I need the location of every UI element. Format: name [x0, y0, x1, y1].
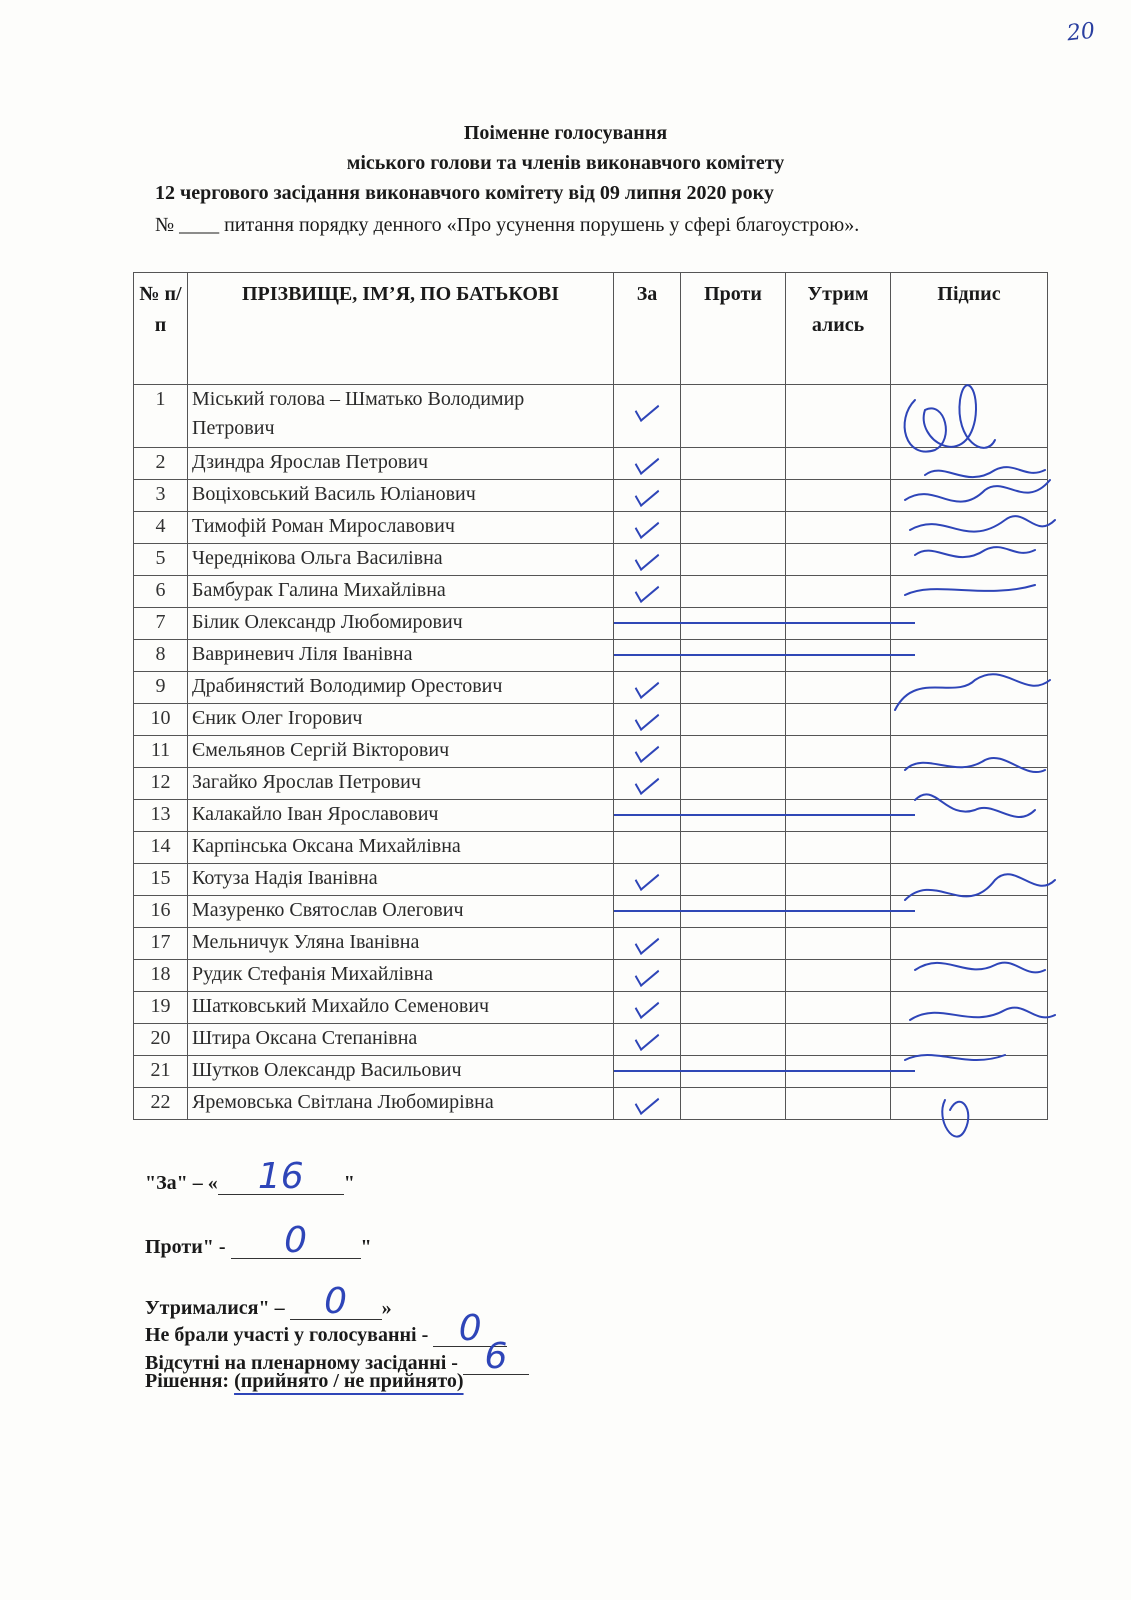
table-row — [134, 1024, 1048, 1056]
vote-against-cell — [681, 544, 786, 576]
tally-absent-value: 6 — [463, 1340, 529, 1375]
vote-for-cell — [614, 608, 681, 640]
checkmark-icon — [635, 449, 659, 475]
vote-abstain-cell — [786, 960, 891, 992]
table-row — [134, 704, 1048, 736]
tally-decision-label: Рішення: — [145, 1370, 235, 1392]
vote-against-cell — [681, 1024, 786, 1056]
table-row — [134, 864, 1048, 896]
vote-for-cell — [614, 704, 681, 736]
vote-abstain-cell — [786, 448, 891, 480]
signature-cell — [891, 512, 1048, 544]
voting-table — [133, 272, 1048, 1120]
table-row — [134, 992, 1048, 1024]
row-number: 15 — [134, 864, 188, 896]
row-number: 13 — [134, 800, 188, 832]
document-title — [0, 118, 1131, 208]
vote-for-cell — [614, 960, 681, 992]
absent-strike-line — [614, 654, 915, 656]
vote-for-cell — [614, 832, 681, 864]
title-line-3: 12 чергового засідання виконавчого комітету від 09 липня 2020 року — [155, 182, 774, 204]
member-name: Котуза Надія Іванівна — [188, 864, 614, 896]
table-row — [134, 768, 1048, 800]
vote-against-cell — [681, 736, 786, 768]
signature-cell — [891, 672, 1048, 704]
tally-decision-value: (прийнято / не прийнято) — [234, 1370, 464, 1392]
checkmark-icon — [635, 481, 659, 507]
checkmark-icon — [635, 513, 659, 539]
signature-cell — [891, 576, 1048, 608]
vote-against-cell — [681, 928, 786, 960]
tally-abstain-value: 0 — [290, 1285, 382, 1320]
table-row — [134, 608, 1048, 640]
tally-abstain-end: » — [381, 1297, 392, 1319]
title-line-1: Поіменне голосування — [463, 122, 668, 144]
absent-strike-line — [614, 814, 915, 816]
member-name: Череднікова Ольга Василівна — [188, 544, 614, 576]
member-name: Єник Олег Ігорович — [188, 704, 614, 736]
tally-against-label: Проти" - — [145, 1236, 231, 1258]
vote-against-cell — [681, 512, 786, 544]
vote-abstain-cell — [786, 672, 891, 704]
table-header-row — [134, 273, 1048, 385]
table-row — [134, 736, 1048, 768]
table-row — [134, 960, 1048, 992]
header-against: Проти — [681, 273, 786, 385]
row-number: 4 — [134, 512, 188, 544]
checkmark-icon — [635, 396, 659, 422]
page-number: 20 — [1065, 18, 1097, 47]
member-name: Шатковський Михайло Семенович — [188, 992, 614, 1024]
vote-against-cell — [681, 448, 786, 480]
signature-cell — [891, 385, 1048, 448]
header-abstain: Утрим ались — [786, 273, 891, 385]
signature-cell — [891, 832, 1048, 864]
table-row — [134, 1088, 1048, 1120]
member-name: Яремовська Світлана Любомирівна — [188, 1088, 614, 1120]
signature-cell — [891, 992, 1048, 1024]
vote-against-cell — [681, 576, 786, 608]
checkmark-icon — [635, 545, 659, 571]
vote-against-cell — [681, 832, 786, 864]
row-number: 7 — [134, 608, 188, 640]
row-number: 14 — [134, 832, 188, 864]
header-for: За — [614, 273, 681, 385]
vote-abstain-cell — [786, 736, 891, 768]
table-row — [134, 448, 1048, 480]
table-row — [134, 544, 1048, 576]
row-number: 5 — [134, 544, 188, 576]
row-number: 21 — [134, 1056, 188, 1088]
member-name: Мельничук Уляна Іванівна — [188, 928, 614, 960]
signature-cell — [891, 864, 1048, 896]
header-name: ПРІЗВИЩЕ, ІМ’Я, ПО БАТЬКОВІ — [188, 273, 614, 385]
vote-against-cell — [681, 992, 786, 1024]
tally-for — [145, 1156, 355, 1197]
row-number: 19 — [134, 992, 188, 1024]
checkmark-icon — [635, 1025, 659, 1051]
vote-for-cell — [614, 448, 681, 480]
vote-for-cell — [614, 480, 681, 512]
vote-abstain-cell — [786, 1088, 891, 1120]
table-row — [134, 672, 1048, 704]
row-number: 17 — [134, 928, 188, 960]
row-number: 3 — [134, 480, 188, 512]
checkmark-icon — [635, 673, 659, 699]
table-row — [134, 385, 1048, 448]
row-number: 6 — [134, 576, 188, 608]
vote-for-cell — [614, 672, 681, 704]
row-number: 10 — [134, 704, 188, 736]
title-line-2: міського голови та членів виконавчого комітету — [346, 152, 785, 174]
row-number: 8 — [134, 640, 188, 672]
vote-abstain-cell — [786, 928, 891, 960]
vote-abstain-cell — [786, 864, 891, 896]
checkmark-icon — [635, 1089, 659, 1115]
checkmark-icon — [635, 769, 659, 795]
row-number: 18 — [134, 960, 188, 992]
vote-for-cell — [614, 768, 681, 800]
checkmark-icon — [635, 705, 659, 731]
member-name: Рудик Стефанія Михайлівна — [188, 960, 614, 992]
table-row — [134, 928, 1048, 960]
tally-abstain-label: Утрималися" – — [145, 1297, 290, 1319]
member-name: Вавриневич Ліля Іванівна — [188, 640, 614, 672]
vote-abstain-cell — [786, 480, 891, 512]
vote-abstain-cell — [786, 544, 891, 576]
table-row — [134, 896, 1048, 928]
signature-cell — [891, 704, 1048, 736]
vote-for-cell — [614, 385, 681, 448]
vote-against-cell — [681, 704, 786, 736]
tally-no-part-label: Не брали участі у голосуванні - — [145, 1324, 434, 1346]
vote-against-cell — [681, 385, 786, 448]
vote-abstain-cell — [786, 832, 891, 864]
vote-for-cell — [614, 512, 681, 544]
row-number: 16 — [134, 896, 188, 928]
member-name: Міський голова – Шматько Володимир Петрович — [188, 385, 614, 448]
vote-for-cell — [614, 992, 681, 1024]
vote-abstain-cell — [786, 512, 891, 544]
vote-against-cell — [681, 768, 786, 800]
signature-cell — [891, 544, 1048, 576]
member-name: Шутков Олександр Васильович — [188, 1056, 614, 1088]
tally-for-value: 16 — [218, 1160, 344, 1195]
row-number: 1 — [134, 385, 188, 448]
member-name: Білик Олександр Любомирович — [188, 608, 614, 640]
vote-for-cell — [614, 544, 681, 576]
vote-against-cell — [681, 960, 786, 992]
tally-against-end: " — [360, 1236, 372, 1258]
agenda-item: № ____ питання порядку денного «Про усунення порушень у сфері благоустрою». — [155, 214, 860, 236]
tally-absent-label: Відсутні на пленарному засіданні - — [145, 1352, 463, 1374]
absent-strike-line — [614, 910, 915, 912]
vote-for-cell — [614, 800, 681, 832]
table-row — [134, 576, 1048, 608]
row-number: 20 — [134, 1024, 188, 1056]
member-name: Калакайло Іван Ярославович — [188, 800, 614, 832]
tally-no-part-value: 0 — [433, 1312, 507, 1347]
member-name: Воціховський Василь Юліанович — [188, 480, 614, 512]
vote-for-cell — [614, 896, 681, 928]
signature-cell — [891, 1024, 1048, 1056]
vote-against-cell — [681, 864, 786, 896]
signature-cell — [891, 448, 1048, 480]
table-row — [134, 512, 1048, 544]
header-num: № п/п — [134, 273, 188, 385]
tally-against-value: 0 — [231, 1224, 361, 1259]
vote-for-cell — [614, 576, 681, 608]
vote-for-cell — [614, 736, 681, 768]
table-row — [134, 640, 1048, 672]
signature-cell — [891, 480, 1048, 512]
vote-against-cell — [681, 480, 786, 512]
member-name: Бамбурак Галина Михайлівна — [188, 576, 614, 608]
tally-for-end: " — [343, 1172, 355, 1194]
vote-for-cell — [614, 1056, 681, 1088]
member-name: Драбинястий Володимир Орестович — [188, 672, 614, 704]
vote-against-cell — [681, 1088, 786, 1120]
vote-against-cell — [681, 672, 786, 704]
absent-strike-line — [614, 1070, 915, 1072]
member-name: Карпінська Оксана Михайлівна — [188, 832, 614, 864]
checkmark-icon — [635, 737, 659, 763]
vote-abstain-cell — [786, 704, 891, 736]
member-name: Ємельянов Сергій Вікторович — [188, 736, 614, 768]
vote-abstain-cell — [786, 385, 891, 448]
checkmark-icon — [635, 961, 659, 987]
table-row — [134, 480, 1048, 512]
vote-abstain-cell — [786, 1024, 891, 1056]
checkmark-icon — [635, 993, 659, 1019]
checkmark-icon — [635, 865, 659, 891]
tally-against — [145, 1220, 372, 1261]
checkmark-icon — [635, 929, 659, 955]
row-number: 9 — [134, 672, 188, 704]
row-number: 12 — [134, 768, 188, 800]
signature-cell — [891, 736, 1048, 768]
signature-cell — [891, 1088, 1048, 1120]
signature-cell — [891, 768, 1048, 800]
checkmark-icon — [635, 577, 659, 603]
row-number: 11 — [134, 736, 188, 768]
signature-cell — [891, 928, 1048, 960]
vote-abstain-cell — [786, 992, 891, 1024]
member-name: Мазуренко Святослав Олегович — [188, 896, 614, 928]
table-row — [134, 800, 1048, 832]
header-signature: Підпис — [891, 273, 1048, 385]
absent-strike-line — [614, 622, 915, 624]
vote-for-cell — [614, 1088, 681, 1120]
signature-cell — [891, 960, 1048, 992]
vote-abstain-cell — [786, 576, 891, 608]
member-name: Тимофій Роман Мирославович — [188, 512, 614, 544]
table-row — [134, 832, 1048, 864]
member-name: Дзиндра Ярослав Петрович — [188, 448, 614, 480]
vote-for-cell — [614, 928, 681, 960]
vote-for-cell — [614, 1024, 681, 1056]
member-name: Загайко Ярослав Петрович — [188, 768, 614, 800]
row-number: 22 — [134, 1088, 188, 1120]
vote-for-cell — [614, 640, 681, 672]
table-row — [134, 1056, 1048, 1088]
vote-for-cell — [614, 864, 681, 896]
row-number: 2 — [134, 448, 188, 480]
tally-for-label: "За" – « — [145, 1172, 218, 1194]
member-name: Штира Оксана Степанівна — [188, 1024, 614, 1056]
vote-abstain-cell — [786, 768, 891, 800]
tally-decision — [145, 1370, 464, 1393]
